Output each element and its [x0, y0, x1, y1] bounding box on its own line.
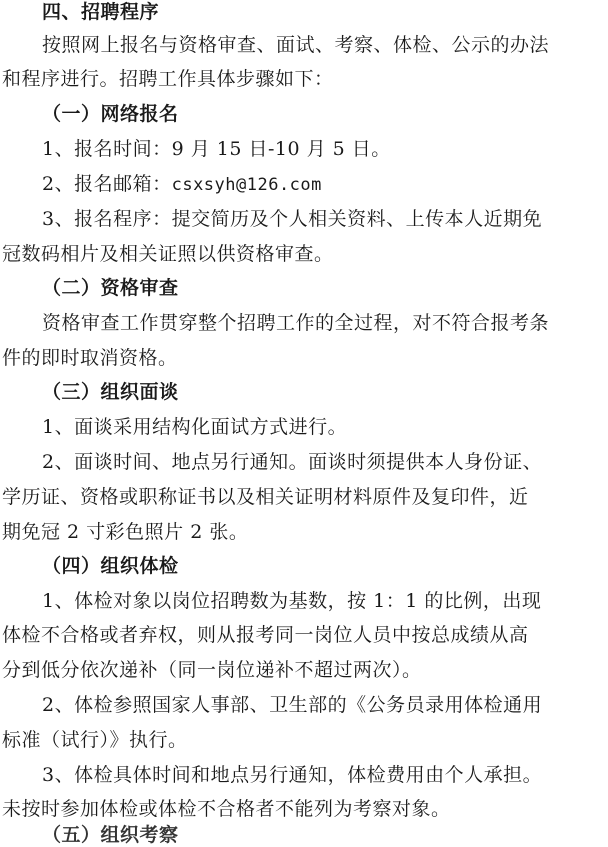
registration-email-label: 2、报名邮箱： — [42, 173, 172, 195]
interview-notice-line: 期免冠 2 寸彩色照片 2 张。 — [2, 521, 249, 543]
medical-exam-item3-line: 未按时参加体检或体检不合格者不能列为考察对象。 — [2, 798, 451, 820]
interview-heading: （三）组织面谈 — [42, 381, 179, 403]
medical-exam-item2-line: 2、体检参照国家人事部、卫生部的《公务员录用体检通用 — [42, 694, 543, 716]
qualification-review-line: 资格审查工作贯穿整个招聘工作的全过程，对不符合报考条 — [42, 312, 550, 334]
next-section-heading-cut: （五）组织考察 — [42, 824, 179, 846]
interview-notice-line: 2、面谈时间、地点另行通知。面谈时须提供本人身份证、 — [42, 451, 543, 473]
medical-exam-item3-line: 3、体检具体时间和地点另行通知，体检费用由个人承担。 — [42, 764, 543, 786]
medical-exam-item2-line: 标准（试行）》执行。 — [2, 729, 188, 751]
medical-exam-item1-line: 1、体检对象以岗位招聘数为基数，按 1：1 的比例，出现 — [42, 590, 542, 612]
registration-procedure-line: 3、报名程序：提交简历及个人相关资料、上传本人近期免 — [42, 208, 543, 230]
registration-email-address: csxsyh@126.com — [171, 175, 322, 195]
registration-email — [42, 172, 322, 196]
qualification-review-heading: （二）资格审查 — [42, 277, 179, 299]
interview-notice-line: 学历证、资格或职称证书以及相关证明材料原件及复印件，近 — [2, 486, 529, 508]
intro-paragraph-line: 和程序进行。招聘工作具体步骤如下： — [2, 68, 334, 90]
qualification-review-line: 件的即时取消资格。 — [2, 347, 178, 369]
medical-exam-item1-line: 分到低分依次递补（同一岗位递补不超过两次）。 — [2, 659, 422, 681]
intro-paragraph-line: 按照网上报名与资格审查、面试、考察、体检、公示的办法 — [42, 34, 550, 56]
registration-time: 1、报名时间：9 月 15 日-10 月 5 日。 — [42, 138, 391, 160]
section-title: 四、招聘程序 — [42, 1, 160, 23]
online-registration-heading: （一）网络报名 — [42, 103, 179, 125]
medical-exam-heading: （四）组织体检 — [42, 555, 179, 577]
interview-method: 1、面谈采用结构化面试方式进行。 — [42, 416, 348, 438]
registration-procedure-line: 冠数码相片及相关证照以供资格审查。 — [2, 243, 334, 265]
medical-exam-item1-line: 体检不合格或者弃权，则从报考同一岗位人员中按总成绩从高 — [2, 624, 529, 646]
